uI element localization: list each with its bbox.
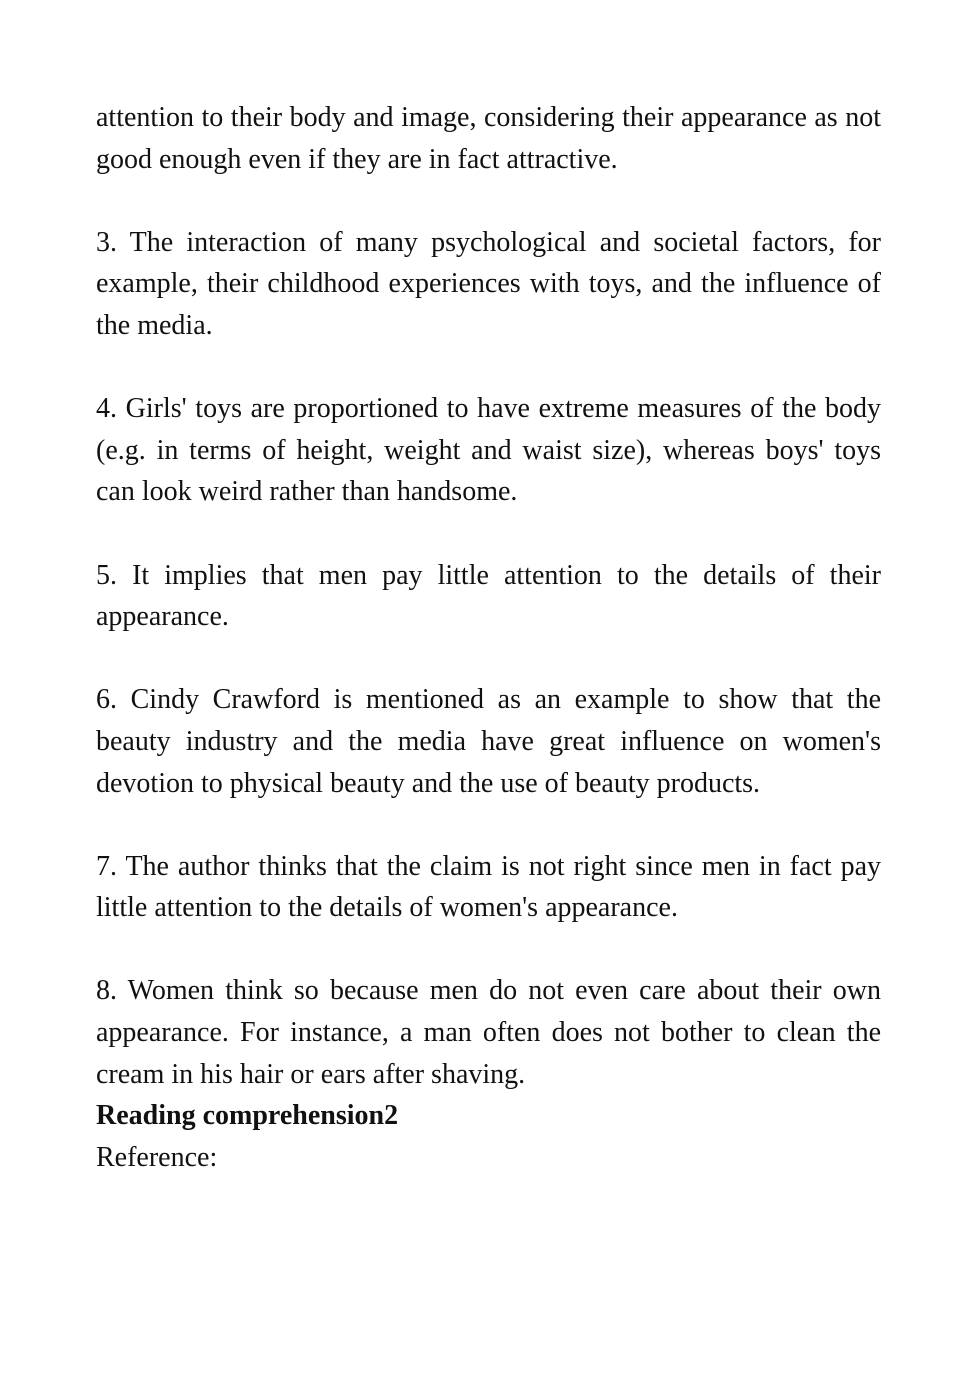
answer-paragraph-5: 5. It implies that men pay little attention to the details of their appearance. <box>96 559 881 633</box>
answer-paragraph-8: 8. Women think so because men do not even care about their own appearance. For instance, a man often does not bother to clean the cream in his hair or ears after shaving. <box>96 975 881 1090</box>
answer-paragraph-4: 4. Girls' toys are proportioned to have extreme measures of the body (e.g. in terms of height, weight and waist size), whereas boys' toys can look weird rather than handsome. <box>96 393 881 508</box>
answer-paragraph-3: 3. The interaction of many psychological and societal factors, for example, their childhood experiences with toys, and the influence of the media. <box>96 226 881 341</box>
document-page <box>96 97 881 1178</box>
answer-paragraph-continued: attention to their body and image, considering their appearance as not good enough even if they are in fact attractive. <box>96 102 881 175</box>
answer-paragraph-7: 7. The author thinks that the claim is not right since men in fact pay little attention to the details of women's appearance. <box>96 850 881 924</box>
answer-paragraph-6: 6. Cindy Crawford is mentioned as an example to show that the beauty industry and the media have great influence on women's devotion to physical beauty and the use of beauty products. <box>96 684 881 799</box>
section-heading: Reading comprehension2 <box>96 1100 399 1132</box>
reference-label: Reference: <box>96 1141 218 1173</box>
